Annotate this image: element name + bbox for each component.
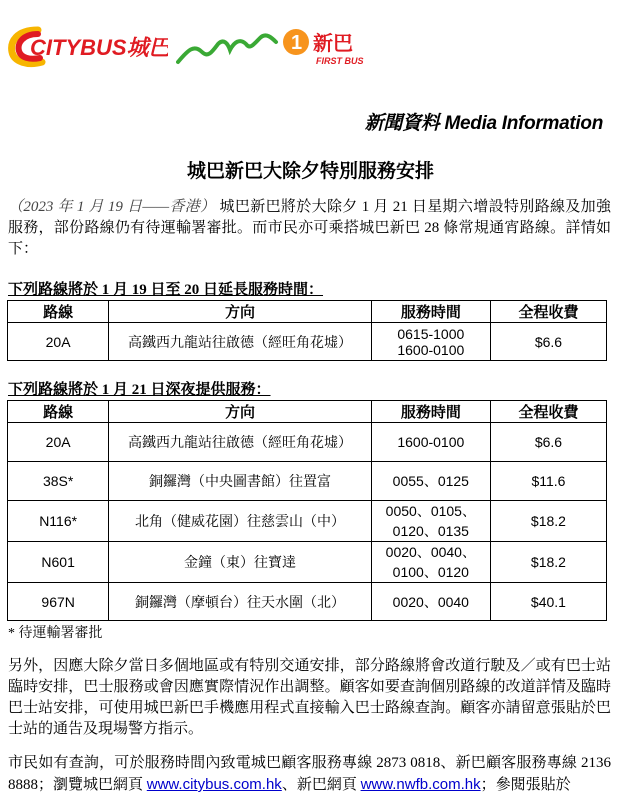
firstbus-logo-num: 1 [291, 32, 303, 54]
time-line: 0615-1000 [397, 325, 465, 342]
enquiry-text-2: 、新巴網頁 [281, 777, 361, 793]
table-row [8, 323, 607, 361]
route-cell: N116* [8, 501, 109, 542]
time-cell [371, 501, 490, 542]
enquiry-text-3: ；參閱張貼於 [480, 777, 571, 793]
direction-cell: 銅鑼灣（中央圖書館）往置富 [109, 462, 371, 501]
fare-cell: $11.6 [490, 462, 606, 501]
direction-cell: 銅鑼灣（摩頓台）往天水圍（北） [109, 583, 371, 621]
time-cell [371, 423, 490, 462]
media-information-label: 新聞資料 Media Information [364, 113, 603, 134]
table-row [8, 583, 607, 621]
page-title: 城巴新巴大除夕特別服務安排 [186, 161, 434, 182]
time-line: 0055、0125 [392, 473, 469, 489]
citybus-website-link[interactable]: www.citybus.com.hk [146, 776, 282, 793]
section1-table [7, 300, 607, 361]
table-row [8, 542, 607, 583]
firstbus-logo-cn: 新巴 [313, 33, 353, 55]
approval-note: * 待運輸署審批 [8, 626, 103, 641]
table-row [8, 423, 607, 462]
fare-cell: $18.2 [490, 501, 606, 542]
enquiry-paragraph [8, 752, 611, 796]
header-service-time: 服務時間 [371, 401, 490, 423]
header-service-time: 服務時間 [371, 301, 490, 323]
route-cell: 20A [8, 423, 109, 462]
time-line: 1600-0100 [397, 434, 465, 450]
time-cell [371, 462, 490, 501]
header-direction: 方向 [109, 301, 372, 323]
citybus-logo [8, 20, 168, 70]
enquiry-text-1: 市民如有查詢，可於服務時間內致電城巴顧客服務專線 2873 0818、新巴顧客服務專線 2136 8888；瀏覽城巴網頁 [8, 755, 611, 793]
direction-cell: 高鐵西九龍站往啟德（經旺角花墟） [109, 323, 372, 361]
time-line: 0100、0120 [392, 564, 469, 580]
header-fare: 全程收費 [490, 301, 606, 323]
section1-heading: 下列路線將於 1 月 19 日至 20 日延長服務時間： [8, 282, 324, 298]
section2-table [7, 400, 607, 621]
time-line: 0020、0040 [392, 593, 469, 610]
direction-cell: 高鐵西九龍站往啟德（經旺角花墟） [109, 423, 371, 462]
fare-cell: $40.1 [490, 583, 606, 621]
intro-paragraph [8, 197, 611, 260]
header-fare: 全程收費 [490, 401, 606, 423]
time-line: 1600-0100 [397, 341, 465, 358]
time-cell [371, 323, 490, 361]
time-line: 0020、0040、 [385, 544, 476, 560]
time-line: 0050、0105、 [385, 503, 476, 519]
fare-cell: $18.2 [490, 542, 606, 583]
table-row [8, 462, 607, 501]
intro-text: 城巴新巴將於大除夕 1 月 21 日星期六增設特別路線及加強服務，部份路線仍有待運輸署審批。而市民亦可乘搭城巴新巴 28 條常規通宵路線。詳情如下： [8, 199, 612, 257]
time-cell [371, 542, 490, 583]
section2-heading: 下列路線將於 1 月 21 日深夜提供服務： [8, 382, 271, 398]
time-line: 0120、0135 [392, 523, 469, 539]
table-header-row [8, 301, 607, 323]
intro-date: （2023 年 1 月 19 日——香港） [8, 199, 216, 215]
header-route: 路線 [8, 301, 109, 323]
route-cell: 38S* [8, 462, 109, 501]
citybus-logo-text: CITYBUS城巴 [30, 35, 168, 60]
fare-cell: $6.6 [490, 323, 606, 361]
route-cell: N601 [8, 542, 109, 583]
time-cell [371, 583, 490, 621]
nwfb-website-link[interactable]: www.nwfb.com.hk [360, 776, 481, 793]
route-cell: 20A [8, 323, 109, 361]
route-cell: 967N [8, 583, 109, 621]
header-direction: 方向 [109, 401, 371, 423]
diversion-paragraph: 另外，因應大除夕當日多個地區或有特別交通安排，部分路線將會改道行駛及／或有巴士站臨時安排，巴士服務或會因應實際情況作出調整。顧客如要查詢個別路線的改道詳情及臨時巴士站安排，可使用城巴新巴手機應用程式直接輸入巴士路線查詢。顧客亦請留意張貼於巴士站的通告及現場警方指示。 [8, 658, 611, 737]
header-route: 路線 [8, 401, 109, 423]
firstbus-logo-en: FIRST BUS [316, 56, 364, 66]
firstbus-logo [176, 22, 376, 72]
direction-cell: 金鐘（東）往寶達 [109, 542, 371, 583]
direction-cell: 北角（健威花園）往慈雲山（中） [109, 501, 371, 542]
table-header-row [8, 401, 607, 423]
table-row [8, 501, 607, 542]
fare-cell: $6.6 [490, 423, 606, 462]
